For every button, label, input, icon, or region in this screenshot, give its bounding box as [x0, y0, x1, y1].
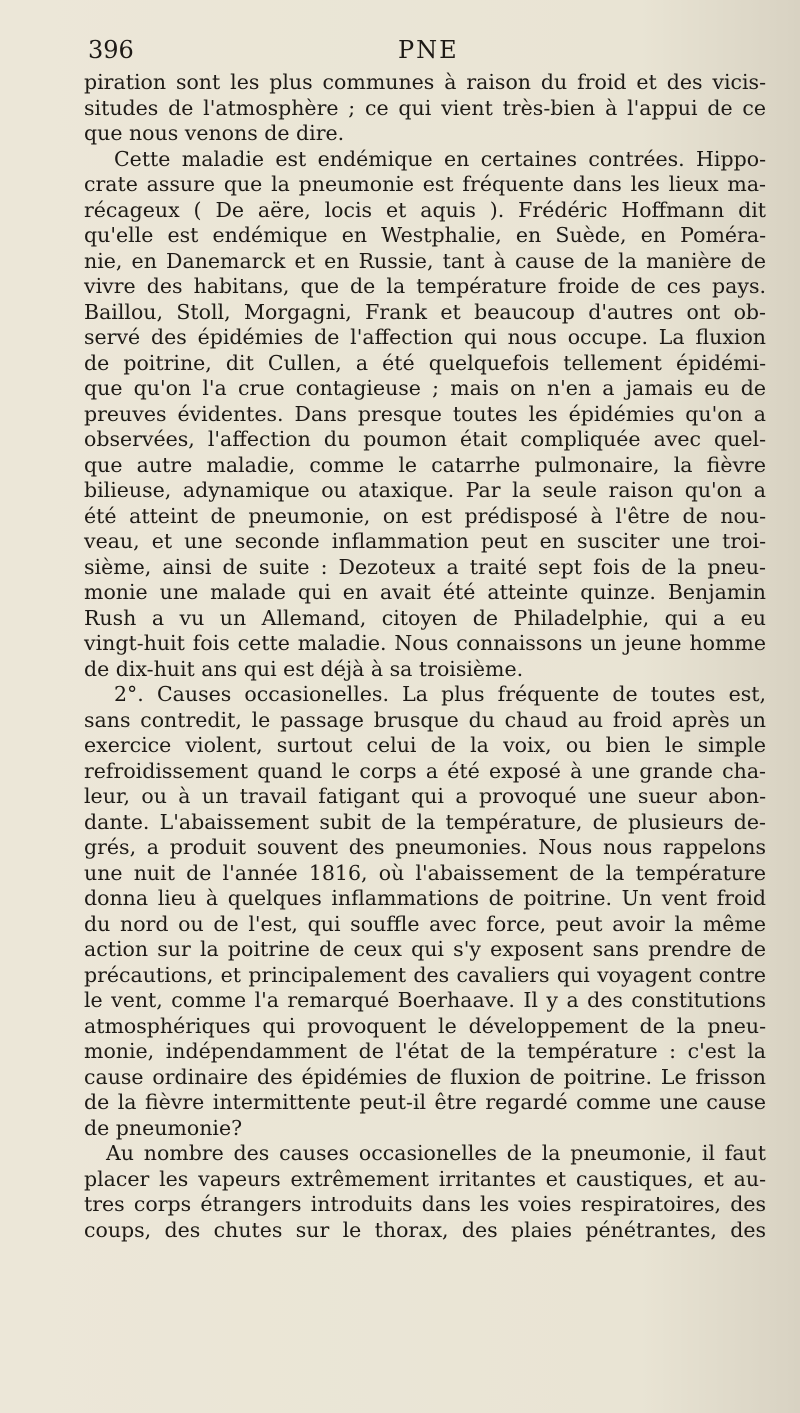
- text-line: coups, des chutes sur le thorax, des plaies pénétrantes, des: [84, 1217, 766, 1242]
- text-line: du nord ou de l'est, qui souffle avec force, peut avoir la même: [84, 911, 766, 936]
- running-title: PNE: [398, 36, 459, 64]
- text-line: que nous venons de dire.: [84, 121, 345, 145]
- text-line: donna lieu à quelques inflammations de poitrine. Un vent froid: [84, 886, 766, 910]
- text-line: de la fièvre intermittente peut-il être regardé comme une cause: [84, 1090, 766, 1114]
- text-line: servé des épidémies de l'affection qui nous occupe. La fluxion: [84, 325, 766, 349]
- text-line: été atteint de pneumonie, on est prédisposé à l'être de nou-: [84, 503, 766, 528]
- text-line: le vent, comme l'a remarqué Boerhaave. Il y a des constitutions: [84, 988, 766, 1012]
- text-line: observées, l'affection du poumon était compliquée avec quel-: [84, 427, 766, 451]
- text-line: piration sont les plus communes à raison du froid et des vicis-: [84, 70, 766, 94]
- text-line: veau, et une seconde inflammation peut en susciter une troi-: [84, 529, 766, 553]
- text-line: placer les vapeurs extrêmement irritantes et caustiques, et au-: [84, 1166, 766, 1191]
- page-number: 396: [88, 36, 134, 64]
- text-line: de poitrine, dit Cullen, a été quelquefois tellement épidémi-: [84, 350, 766, 375]
- text-line: qu'elle est endémique en Westphalie, en Suède, en Poméra-: [84, 223, 766, 247]
- text-line: sième, ainsi de suite : Dezoteux a traité sept fois de la pneu-: [84, 554, 766, 579]
- text-line: que autre maladie, comme le catarrhe pulmonaire, la fièvre: [84, 452, 766, 477]
- text-line: monie une malade qui en avait été atteinte quinze. Benjamin: [84, 580, 766, 604]
- text-line: action sur la poitrine de ceux qui s'y exposent sans prendre de: [84, 937, 766, 961]
- text-line: récageux ( De aëre, locis et aquis ). Frédéric Hoffmann dit: [84, 197, 766, 222]
- text-line: nie, en Danemarck et en Russie, tant à cause de la manière de: [84, 248, 766, 273]
- text-line: situdes de l'atmosphère ; ce qui vient très-bien à l'appui de ce: [84, 95, 766, 120]
- text-line: vingt-huit fois cette maladie. Nous connaissons un jeune homme: [84, 631, 766, 655]
- text-line: dante. L'abaissement subit de la température, de plusieurs de-: [84, 809, 766, 834]
- text-line: de pneumonie?: [84, 1115, 243, 1140]
- text-line: sans contredit, le passage brusque du chaud au froid après un: [84, 707, 766, 732]
- text-line: Cette maladie est endémique en certaines contrées. Hippo-: [114, 146, 766, 171]
- text-line: grés, a produit souvent des pneumonies. Nous nous rappelons: [84, 835, 766, 859]
- text-line: refroidissement quand le corps a été exposé à une grande cha-: [84, 758, 766, 783]
- text-line: une nuit de l'année 1816, où l'abaissement de la température: [84, 860, 766, 885]
- text-line: 2°. Causes occasionelles. La plus fréquente de toutes est,: [114, 682, 766, 706]
- text-line: Baillou, Stoll, Morgagni, Frank et beaucoup d'autres ont ob-: [84, 299, 766, 324]
- text-line: bilieuse, adynamique ou ataxique. Par la seule raison qu'on a: [84, 478, 766, 502]
- text-line: Rush a vu un Allemand, citoyen de Philadelphie, qui a eu: [84, 605, 766, 630]
- text-line: Au nombre des causes occasionelles de la pneumonie, il faut: [106, 1141, 766, 1165]
- text-line: que qu'on l'a crue contagieuse ; mais on n'en a jamais eu de: [84, 376, 766, 400]
- text-line: leur, ou à un travail fatigant qui a provoqué une sueur abon-: [84, 784, 766, 808]
- text-line: tres corps étrangers introduits dans les voies respiratoires, des: [84, 1192, 766, 1216]
- body-text: [84, 70, 766, 1243]
- text-line: exercice violent, surtout celui de la voix, ou bien le simple: [84, 733, 766, 757]
- text-line: vivre des habitans, que de la température froide de ces pays.: [84, 274, 766, 298]
- text-line: preuves évidentes. Dans presque toutes les épidémies qu'on a: [84, 401, 766, 426]
- text-line: atmosphériques qui provoquent le développement de la pneu-: [84, 1013, 766, 1038]
- text-line: cause ordinaire des épidémies de fluxion de poitrine. Le frisson: [84, 1064, 766, 1089]
- text-line: monie, indépendamment de l'état de la température : c'est la: [84, 1039, 766, 1063]
- text-line: précautions, et principalement des cavaliers qui voyagent contre: [84, 962, 766, 987]
- text-line: crate assure que la pneumonie est fréquente dans les lieux ma-: [84, 172, 766, 196]
- text-line: de dix-huit ans qui est déjà à sa troisième.: [84, 656, 524, 681]
